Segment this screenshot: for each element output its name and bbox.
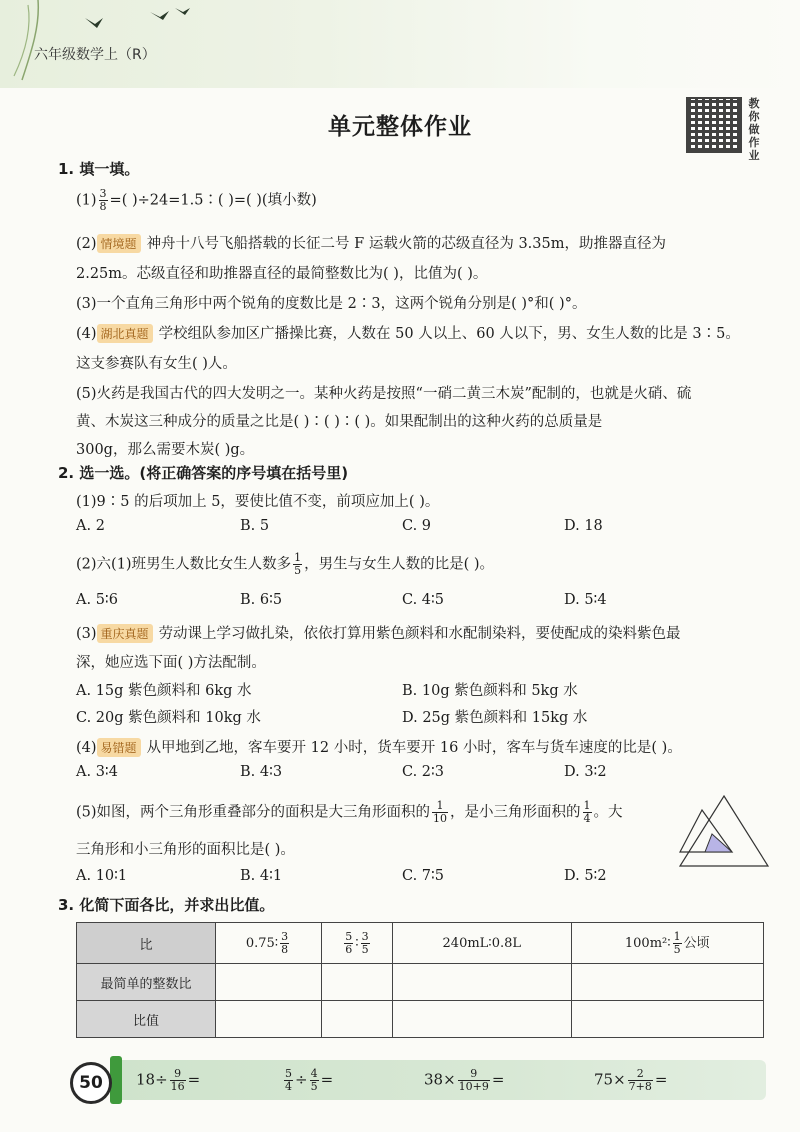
s1-q2-line-a: (2) 情境题 神舟十八号飞船搭载的长征二号 F 运载火箭的芯级直径为 3.35m，助推器直径为 [76, 236, 666, 252]
tag-hubei: 湖北真题 [97, 324, 153, 343]
answer-cell[interactable] [571, 1001, 763, 1038]
s2-q2: (2)六(1)班男生人数比女生人数多 $\frac{1}{5}$ ，男生与女生人数的比是( )。 [76, 551, 495, 577]
overlapping-triangles-figure [676, 790, 772, 870]
s2-q4-opt-b[interactable]: B. 4∶3 [240, 764, 283, 780]
table-row [77, 923, 764, 964]
s2-q5-fraction-2: $\frac{1}{4}$ [583, 799, 591, 825]
qr-caption: 教你做作业 [748, 97, 760, 162]
s2-q3-opt-b[interactable]: B. 10g 紫色颜料和 5kg 水 [402, 683, 578, 699]
table-row [77, 1001, 764, 1038]
s1-q5-line-c: 300g，那么需要木炭( )g。 [76, 442, 255, 458]
s2-q2-opt-d[interactable]: D. 5∶4 [564, 592, 607, 608]
row-label-ratio: 比 [77, 923, 216, 964]
header-label: 六年级数学上（R） [34, 47, 156, 63]
section-2-heading: 2. 选一选。(将正确答案的序号填在括号里) [58, 464, 349, 482]
section-3-heading: 3. 化简下面各比，并求出比值。 [58, 896, 275, 914]
page-number: 50 [70, 1062, 112, 1104]
s2-q1-opt-b[interactable]: B. 5 [240, 518, 270, 534]
answer-cell[interactable] [321, 964, 392, 1001]
s2-q5-line-b: 三角形和小三角形的面积比是( )。 [76, 842, 295, 858]
ratio-table [76, 922, 764, 1038]
footer-expr-1: 18÷ $\frac{9}{16}$ = [136, 1067, 201, 1093]
s1-q1-rest: =( )÷24=1.5∶( )=( )(填小数) [109, 192, 317, 209]
s2-q3-line-b: 深，她应选下面( )方法配制。 [76, 655, 266, 671]
answer-cell[interactable] [216, 1001, 322, 1038]
s1-q1-fraction: $\frac{3}{8}$ [99, 187, 107, 213]
s2-q4: (4) 易错题 从甲地到乙地，客车要开 12 小时，货车要开 16 小时，客车与货车速度的比是( )。 [76, 740, 682, 756]
s2-q5-opt-a[interactable]: A. 10∶1 [76, 868, 128, 884]
s2-q3-opt-c[interactable]: C. 20g 紫色颜料和 10kg 水 [76, 710, 261, 726]
qr-code[interactable] [686, 97, 742, 153]
s1-q1 [76, 188, 317, 213]
s2-q2-opt-b[interactable]: B. 6∶5 [240, 592, 283, 608]
s2-q4-opt-c[interactable]: C. 2∶3 [402, 764, 445, 780]
table-row [77, 964, 764, 1001]
ratio-cell-4: 100m²∶ $\frac{1}{5}$ 公顷 [571, 923, 763, 964]
s2-q2-opt-a[interactable]: A. 5∶6 [76, 592, 118, 608]
row-label-simplest: 最简单的整数比 [77, 964, 216, 1001]
footer-expr-3: 38× $\frac{9}{10+9}$ = [424, 1067, 505, 1093]
s2-q5-line-a: (5)如图，两个三角形重叠部分的面积是大三角形面积的 $\frac{1}{10}$ ，是小三角形面积的 $\frac{1}{4}$ 。大 [76, 799, 623, 825]
s2-q4-opt-d[interactable]: D. 3∶2 [564, 764, 607, 780]
tag-chongqing: 重庆真题 [97, 624, 153, 643]
tag-situational: 情境题 [97, 234, 141, 253]
s2-q5-opt-d[interactable]: D. 5∶2 [564, 868, 607, 884]
s2-q3-opt-d[interactable]: D. 25g 紫色颜料和 15kg 水 [402, 710, 588, 726]
s2-q5-opt-c[interactable]: C. 7∶5 [402, 868, 445, 884]
answer-cell[interactable] [392, 964, 571, 1001]
s1-q5-line-a: (5)火药是我国古代的四大发明之一。某种火药是按照“一硝二黄三木炭”配制的，也就是火硝、硫 [76, 386, 692, 402]
s1-q5-line-b: 黄、木炭这三种成分的质量之比是( )∶( )∶( )。如果配制出的这种火药的总质量是 [76, 414, 603, 430]
answer-cell[interactable] [392, 1001, 571, 1038]
s2-q5-opt-b[interactable]: B. 4∶1 [240, 868, 283, 884]
s2-q3-line-a: (3) 重庆真题 劳动课上学习做扎染，依依打算用紫色颜料和水配制染料，要使配成的染料紫色最 [76, 626, 681, 642]
s1-q2-line-b: 2.25m。芯级直径和助推器直径的最简整数比为( )，比值为( )。 [76, 266, 488, 282]
answer-cell[interactable] [321, 1001, 392, 1038]
answer-cell[interactable] [571, 964, 763, 1001]
s2-q1-opt-c[interactable]: C. 9 [402, 518, 432, 534]
s2-q1-opt-d[interactable]: D. 18 [564, 518, 603, 534]
tag-error-prone: 易错题 [97, 738, 141, 757]
page-title: 单元整体作业 [328, 114, 472, 140]
answer-cell[interactable] [216, 964, 322, 1001]
s1-q3: (3)一个直角三角形中两个锐角的度数比是 2∶3，这两个锐角分别是( )°和( )°。 [76, 296, 587, 312]
s2-q1: (1)9∶5 的后项加上 5，要使比值不变，前项应加上( )。 [76, 494, 440, 510]
s2-q2-opt-c[interactable]: C. 4∶5 [402, 592, 445, 608]
s1-q4-line-a: (4) 湖北真题 学校组队参加区广播操比赛，人数在 50 人以上、60 人以下，男、女生人数的比是 3∶5。 [76, 326, 740, 342]
section-1-heading: 1. 填一填。 [58, 160, 140, 178]
s1-q1-pre: (1) [76, 192, 97, 209]
s2-q4-opt-a[interactable]: A. 3∶4 [76, 764, 118, 780]
s1-q4-line-b: 这支参赛队有女生( )人。 [76, 356, 237, 372]
footer-expr-4: 75× $\frac{2}{7+8}$ = [594, 1067, 668, 1093]
footer-expr-2: $\frac{5}{4}$ ÷ $\frac{4}{5}$ = [285, 1067, 334, 1093]
s2-q5-fraction-1: $\frac{1}{10}$ [433, 799, 448, 825]
s2-q1-opt-a[interactable]: A. 2 [76, 518, 105, 534]
s2-q3-opt-a[interactable]: A. 15g 紫色颜料和 6kg 水 [76, 683, 252, 699]
s2-q2-fraction: $\frac{1}{5}$ [294, 551, 302, 577]
ratio-cell-2: $\frac{5}{6}$ ∶ $\frac{3}{5}$ [321, 923, 392, 964]
ratio-cell-1: 0.75∶ $\frac{3}{8}$ [216, 923, 322, 964]
row-label-value: 比值 [77, 1001, 216, 1038]
ratio-cell-3: 240mL∶0.8L [392, 923, 571, 964]
